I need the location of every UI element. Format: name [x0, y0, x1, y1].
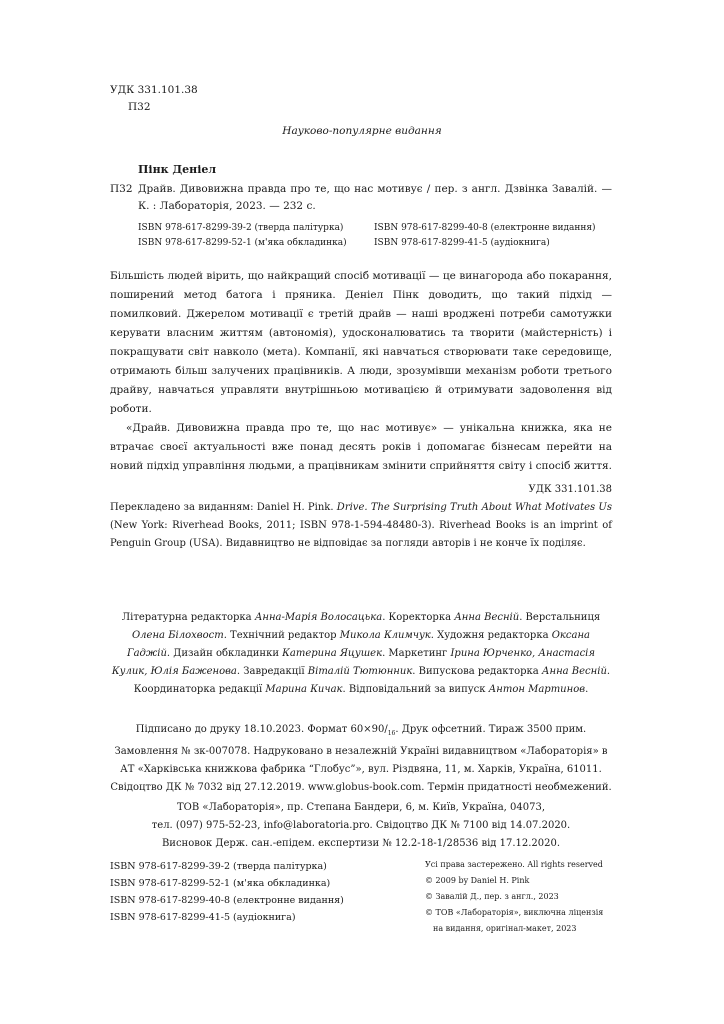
credit-role: Літературна редакторка [121, 612, 255, 623]
print-signed [110, 721, 612, 743]
credit-name: Антон Мартинов [488, 684, 586, 695]
catalog-entry [110, 181, 612, 215]
copyright-block [425, 857, 603, 937]
credit-name: Анна-Марія Волосацька [254, 612, 383, 623]
isbn-item: ISBN 978-617-8299-39-2 (тверда палітурка) [138, 223, 344, 233]
isbn-item: ISBN 978-617-8299-40-8 (електронне видання) [374, 223, 596, 233]
credit-name: Катерина Яцушек [282, 648, 383, 659]
credit-name: Олена Білохвост [131, 630, 224, 641]
print-format: Підписано до друку 18.10.2023. Формат 60×90/ [135, 724, 388, 735]
credit-name: Микола Климчук [339, 630, 431, 641]
rights-line: © 2009 by Daniel H. Pink [425, 876, 530, 885]
rights-line: Усі права застережено. All rights reserved [425, 860, 603, 869]
catalog-index: П32 [128, 101, 151, 113]
edition-type: Науково-популярне видання [282, 125, 442, 137]
credit-name: Віталій Тютюнник [307, 666, 413, 677]
isbn-item: ISBN 978-617-8299-41-5 (аудіокнига) [110, 912, 296, 923]
credits [110, 609, 612, 699]
print-run: . Друк офсетний. Тираж 3500 прим. [395, 724, 587, 735]
translated-prefix: Перекладено за виданням: Daniel H. Pink. [110, 502, 337, 513]
publisher-address: ТОВ «Лабораторія», пр. Степана Бандери, 6, м. Київ, Україна, 04073, [176, 802, 546, 813]
print-format-sub: 16 [387, 730, 396, 737]
isbn-item: ISBN 978-617-8299-39-2 (тверда палітурка) [110, 861, 327, 872]
credit-role: . Дизайн обкладинки [166, 648, 283, 659]
credit-role: . Технічний редактор [223, 630, 340, 641]
credit-role: . Координаторка редакції [133, 666, 611, 695]
rights-line: на видання, оригінал-макет, 2023 [433, 924, 577, 933]
original-title: Drive. The Surprising Truth About What Motivates Us [336, 502, 612, 513]
annotation [110, 267, 612, 499]
rights-line: © ТОВ «Лабораторія», виключна ліцензія [425, 908, 604, 917]
catalog-code: П32 [110, 183, 133, 195]
annotation-udk: УДК 331.101.38 [528, 484, 612, 495]
credit-role: . Верстальниця [519, 612, 601, 623]
isbn-bottom-list [110, 858, 344, 926]
udk-code: УДК 331.101.38 [110, 84, 198, 96]
printing-info [110, 721, 612, 797]
credit-role: . Відповідальний за випуск [342, 684, 489, 695]
credit-name: Ірина Юрченко, Анастасія Кулик, Юлія Баженова [111, 648, 596, 677]
credit-name: Оксана Гаджій [126, 630, 590, 659]
translated-suffix: (New York: Riverhead Books, 2011; ISBN 978-1-594-48480-3). Riverhead Books is an imprint of Penguin Group (USA). Видавництво не відповідає за погляди авторів і не конче їх поділяє. [110, 520, 612, 549]
print-certificate: Свідоцтво ДК № 7032 від 27.12.2019. www.globus-book.com. Термін придатності необмежений. [110, 782, 612, 793]
author-name: Пінк Деніел [138, 163, 217, 176]
credit-name: Марина Кичак [265, 684, 343, 695]
publisher-contacts: тел. (097) 975-52-23, info@laboratoria.pro. Свідоцтво ДК № 7100 від 14.07.2020. [151, 820, 571, 831]
translated-from [110, 499, 612, 553]
publisher-info [110, 799, 612, 853]
credit-role: . Маркетинг [382, 648, 451, 659]
credit-role: . Коректорка [382, 612, 455, 623]
catalog-description: Драйв. Дивовижна правда про те, що нас мотивує / пер. з англ. Дзвінка Завалій. — К. : Лабораторія, 2023. — 232 с. [138, 183, 612, 212]
credit-name: Анна Весній [454, 612, 520, 623]
credit-role: . Завредакції [236, 666, 308, 677]
credit-role: . Художня редакторка [430, 630, 552, 641]
annotation-paragraph: «Драйв. Дивовижна правда про те, що нас мотивує» — унікальна книжка, яка не втрачає своєї актуальності вже понад десять років і допомагає бізнесам перейти на новий підхід управління людьми, а працівникам змінити сприйняття світу і спосіб життя. [110, 422, 612, 472]
publisher-expertise: Висновок Держ. сан.-епідем. експертизи № 12.2-18-1/28536 від 17.12.2020. [161, 838, 561, 849]
isbn-item: ISBN 978-617-8299-40-8 (електронне видання) [110, 895, 344, 906]
isbn-list [138, 221, 612, 251]
credit-role: . Випускова редакторка [412, 666, 542, 677]
isbn-item: ISBN 978-617-8299-41-5 (аудіокнига) [374, 238, 550, 248]
isbn-item: ISBN 978-617-8299-52-1 (м'яка обкладинка) [138, 238, 347, 248]
credit-name: Анна Весній [541, 666, 607, 677]
annotation-paragraph: Більшість людей вірить, що найкращий спосіб мотивації — це винагорода або покарання, поширений метод батога і пряника. Деніел Пінк доводить, що такий підхід — помилковий. Джерелом мотивації є третій драйв — наші вроджені потреби самотужки керувати власним життям (автономія), удосконалюватись та творити (майстерність) і покращувати світ навколо (мета). Компанії, які навчаться створювати таке середовище, отримають більш залучених працівників. А люди, зрозумівши механізм роботи третього драйву, навчаться управляти внутрішньою мотивацією й отримувати задоволення від роботи. [110, 270, 612, 415]
print-order: Замовлення № зк-007078. Надруковано в незалежній Україні видавництвом «Лабораторія» в АТ «Харківська книжкова фабрика “Глобус”», вул. Різдвяна, 11, м. Харків, Україна, 61011. [114, 746, 608, 775]
udk-block [110, 82, 198, 116]
credit-role: . [585, 684, 589, 695]
isbn-item: ISBN 978-617-8299-52-1 (м'яка обкладинка) [110, 878, 331, 889]
rights-line: © Завалій Д., пер. з англ., 2023 [425, 892, 559, 901]
